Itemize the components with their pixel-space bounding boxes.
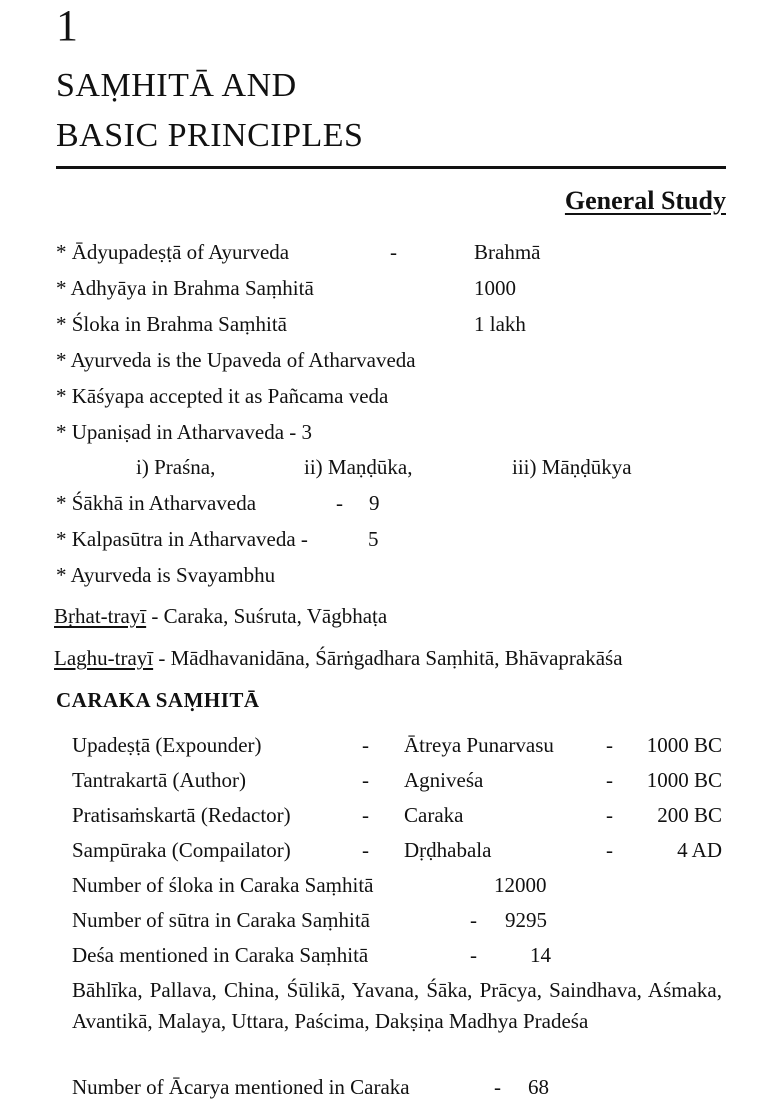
caraka-date-1: 1000 BC — [646, 733, 722, 757]
fact-kalpasutra-label: * Kalpasūtra in Atharvaveda - — [56, 527, 308, 551]
caraka-dash2-3: - — [606, 803, 613, 827]
caraka-dash2-4: - — [606, 838, 613, 862]
upanisad-mandukya: iii) Māṇḍūkya — [512, 455, 632, 479]
fact-svayambhu: * Ayurveda is Svayambhu — [56, 563, 276, 587]
desa-count-label: Deśa mentioned in Caraka Saṃhitā — [72, 943, 369, 967]
fact-pancama-veda: * Kāśyapa accepted it as Pañcama veda — [56, 384, 389, 408]
sutra-count-label: Number of sūtra in Caraka Saṃhitā — [72, 908, 370, 932]
desa-count-dash: - — [470, 943, 477, 967]
sutra-count-dash: - — [470, 908, 477, 932]
chapter-title-line-2: BASIC PRINCIPLES — [56, 117, 364, 154]
brhat-trayi-text: - Caraka, Suśruta, Vāgbhaṭa — [146, 604, 388, 628]
caraka-name-drdhabala: Dṛḍhabala — [404, 838, 492, 862]
fact-kalpasutra-value: 5 — [368, 527, 379, 551]
fact-upaveda: * Ayurveda is the Upaveda of Atharvaveda — [56, 348, 416, 372]
caraka-role-author: Tantrakartā (Author) — [72, 768, 247, 792]
caraka-dash2-1: - — [606, 733, 613, 757]
laghu-trayi-line — [54, 645, 623, 671]
caraka-role-redactor: Pratisaṁskartā (Redactor) — [72, 803, 291, 827]
caraka-dash-4: - — [362, 838, 369, 862]
title-divider — [56, 166, 726, 169]
fact-sloka-value: 1 lakh — [474, 312, 526, 336]
fact-adhyaya-label: * Adhyāya in Brahma Saṃhitā — [56, 276, 314, 300]
fact-adyupadesta-value: Brahmā — [474, 240, 541, 264]
section-heading: General Study — [564, 186, 726, 215]
fact-adyupadesta-dash: - — [390, 240, 397, 264]
caraka-dash-1: - — [362, 733, 369, 757]
fact-sakha-value: 9 — [369, 491, 380, 515]
sloka-count-value: 12000 — [494, 873, 547, 897]
acarya-count-dash: - — [494, 1075, 501, 1099]
sloka-count-label: Number of śloka in Caraka Saṃhitā — [72, 873, 374, 897]
caraka-name-atreya: Ātreya Punarvasu — [404, 733, 554, 757]
sutra-count-value: 9295 — [505, 908, 547, 932]
brhat-trayi-label: Bṛhat-trayī — [54, 604, 147, 628]
caraka-dash-3: - — [362, 803, 369, 827]
chapter-title-line-1: SAṂHITĀ AND — [56, 67, 297, 104]
acarya-count-value: 68 — [528, 1075, 549, 1099]
fact-sloka-label: * Śloka in Brahma Saṃhitā — [56, 312, 287, 336]
upanisad-prasna: i) Praśna, — [136, 455, 216, 479]
caraka-role-compailator: Sampūraka (Compailator) — [72, 838, 291, 862]
caraka-dash-2: - — [362, 768, 369, 792]
caraka-dash2-2: - — [606, 768, 613, 792]
caraka-name-caraka: Caraka — [404, 803, 464, 827]
desa-list: Bāhlīka, Pallava, China, Śūlikā, Yavana, Śāka, Prācya, Saindhava, Aśmaka, Avantikā, Malaya, Uttara, Paścima, Dakṣiṇa Madhya Pradeśa — [72, 978, 722, 1033]
brhat-trayi-line — [54, 603, 387, 629]
fact-sakha-dash: - — [336, 491, 343, 515]
fact-upanisad: * Upaniṣad in Atharvaveda - 3 — [56, 420, 313, 444]
chapter-number: 1 — [56, 1, 78, 50]
caraka-date-4: 4 AD — [677, 838, 722, 862]
caraka-date-3: 200 BC — [657, 803, 722, 827]
caraka-name-agnivesa: Agniveśa — [404, 768, 484, 792]
laghu-trayi-label: Laghu-trayī — [54, 646, 154, 670]
caraka-date-2: 1000 BC — [646, 768, 722, 792]
fact-adhyaya-value: 1000 — [474, 276, 516, 300]
caraka-samhita-heading: CARAKA SAṂHITĀ — [56, 688, 260, 712]
acarya-count-label: Number of Ācarya mentioned in Caraka — [72, 1075, 410, 1099]
desa-count-value: 14 — [530, 943, 551, 967]
caraka-role-expounder: Upadeṣṭā (Expounder) — [72, 733, 262, 757]
fact-adyupadesta-label: * Ādyupadeṣṭā of Ayurveda — [56, 240, 290, 264]
upanisad-manduka: ii) Maṇḍūka, — [304, 455, 413, 479]
fact-sakha-label: * Śākhā in Atharvaveda — [56, 491, 257, 515]
laghu-trayi-text: - Mādhavanidāna, Śārṅgadhara Saṃhitā, Bhāvaprakāśa — [153, 646, 623, 670]
